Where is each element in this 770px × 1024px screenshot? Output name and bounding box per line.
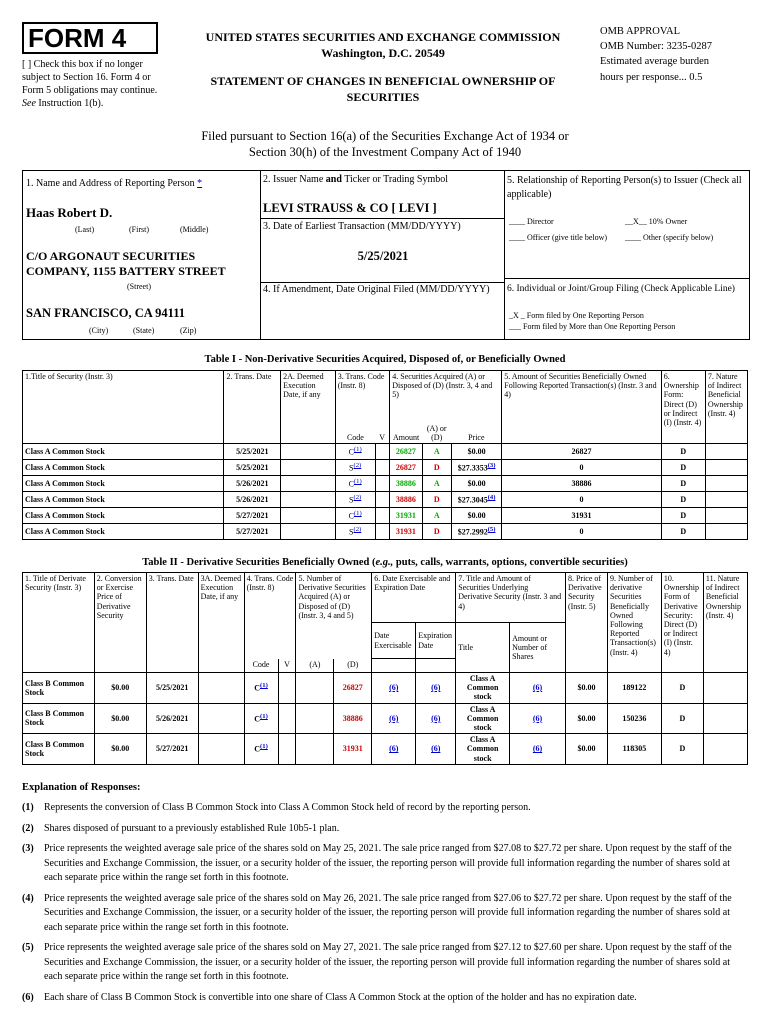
- city-state-zip: SAN FRANCISCO, CA 94111: [26, 306, 186, 320]
- footnote-text: Each share of Class B Common Stock is convertible into one share of Class A Common Stock at the option of the holder and has no expiration date.: [44, 991, 637, 1003]
- t2-cell-underlying-amount[interactable]: (6): [510, 703, 566, 734]
- footnote-number: (5): [22, 942, 34, 954]
- t2-sub-amount-shares: Amount or Number of Shares: [510, 623, 566, 673]
- t2-sub-v: V: [278, 659, 296, 673]
- t2-cell-date: 5/26/2021: [146, 703, 198, 734]
- t1-cell-title: Class A Common Stock: [23, 443, 224, 459]
- table-2-title-b: puts, calls, warrants, options, convertible securities): [393, 557, 628, 568]
- t2-header-code: 4. Trans. Code (Instr. 8): [244, 573, 296, 623]
- street-label: (Street): [127, 282, 151, 291]
- table-2-title: [22, 557, 748, 568]
- t2-cell-form: D: [661, 734, 703, 765]
- t2-header-underlying: 7. Title and Amount of Securities Underlying Derivative Security (Instr. 3 and 4): [456, 573, 566, 623]
- t2-cell-a: [296, 673, 334, 704]
- t2-cell-expiration[interactable]: (6): [416, 673, 456, 704]
- t2-cell-owned: 150236: [607, 703, 661, 734]
- t2-code-value: C: [254, 714, 261, 724]
- t1-cell-v: [375, 459, 390, 475]
- table-2-title-a: Table II - Derivative Securities Beneficially Owned (: [142, 557, 376, 568]
- t2-cell-v: [278, 703, 296, 734]
- t2-header-exercisable: 6. Date Exercisable and Expiration Date: [372, 573, 456, 623]
- t2-sub-date-exercisable: Date Exercisable: [372, 623, 416, 659]
- city-label: (City): [89, 326, 109, 335]
- filed-line-2: Section 30(h) of the Investment Company Act of 1940: [248, 145, 522, 160]
- t1-price-value: $0.00: [467, 446, 486, 456]
- t1-cell-nature: [705, 475, 747, 491]
- t1-sub-amount: Amount: [390, 423, 422, 444]
- zip-label: (Zip): [180, 326, 197, 335]
- reporting-person-grid: [22, 170, 750, 340]
- t2-cell-underlying-title: Class A Common stock: [456, 703, 510, 734]
- reporting-person-name: Haas Robert D.: [26, 205, 113, 220]
- footnote-link[interactable]: (1): [353, 477, 362, 485]
- first-label: (First): [129, 225, 149, 234]
- t1-cell-title: Class A Common Stock: [23, 491, 224, 507]
- t2-cell-d: 38886: [334, 703, 372, 734]
- t2-cell-v: [278, 734, 296, 765]
- table-row: [23, 523, 748, 539]
- t2-cell-nature: [703, 673, 747, 704]
- t1-price-value: $27.3353: [457, 463, 488, 473]
- omb-approval-box: [600, 24, 760, 85]
- t2-cell-title: Class B Common Stock: [23, 734, 95, 765]
- t2-cell-price: $0.00: [565, 673, 607, 704]
- box-3-label: 3. Date of Earliest Transaction (MM/DD/YYYY): [263, 221, 461, 232]
- t1-code-value: C: [348, 447, 354, 457]
- box-5-label: 5. Relationship of Reporting Person(s) to Issuer (Check all applicable): [507, 175, 742, 200]
- t2-cell-nature: [703, 734, 747, 765]
- t1-cell-v: [375, 443, 390, 459]
- footnote-number: (6): [22, 991, 34, 1003]
- t1-cell-date: 5/25/2021: [224, 443, 281, 459]
- t1-cell-owned: 0: [502, 491, 662, 507]
- t2-cell-code: [244, 673, 278, 704]
- box-1-reporting-person: [23, 171, 261, 339]
- instruction-ref: Instruction 1(b).: [38, 98, 104, 109]
- t1-cell-owned: 0: [502, 459, 662, 475]
- box-1-label-text: 1. Name and Address of Reporting Person: [26, 178, 195, 189]
- footnote-text: Price represents the weighted average sale price of the shares sold on May 25, 2021. The sale price ranged from $27.08 to $27.72 per share. Upon request by the staff of the Securities and Exchange Commission, the issuer, or a security holder of the issuer, the reporting person will provide full information regarding the number of shares sold at each separate price within the range set forth in this footnote.: [44, 843, 732, 884]
- t1-cell-v: [375, 523, 390, 539]
- t2-header-nature: 11. Nature of Indirect Beneficial Ownership (Instr. 4): [703, 573, 747, 673]
- t1-cell-owned: 38886: [502, 475, 662, 491]
- t2-cell-d: 26827: [334, 673, 372, 704]
- t1-cell-owned: 31931: [502, 507, 662, 523]
- omb-line: hours per response... 0.5: [600, 71, 703, 83]
- t1-price-value: $0.00: [467, 478, 486, 488]
- t1-cell-price: [451, 443, 501, 459]
- t1-header-date: 2. Trans. Date: [224, 371, 281, 444]
- table-row: [23, 443, 748, 459]
- t1-cell-amount: 31931: [390, 507, 422, 523]
- t1-sub-v: V: [375, 423, 390, 444]
- t2-sub-code: Code: [244, 659, 278, 673]
- see-label: See: [22, 98, 36, 109]
- t1-cell-deemed: [281, 443, 336, 459]
- table-row: [23, 734, 748, 765]
- footnote-link[interactable]: (2): [353, 493, 362, 501]
- agency-location: Washington, D.C. 20549: [321, 45, 445, 60]
- t1-cell-v: [375, 475, 390, 491]
- t2-cell-underlying-amount[interactable]: (6): [510, 673, 566, 704]
- omb-line: Estimated average burden: [600, 56, 710, 68]
- filed-more-persons-option: ___ Form filed by More than One Reporting Person: [509, 322, 676, 331]
- filed-pursuant-text: [150, 128, 620, 161]
- t2-cell-date-exercisable[interactable]: (6): [372, 734, 416, 765]
- t1-cell-date: 5/26/2021: [224, 491, 281, 507]
- t2-cell-date-exercisable[interactable]: (6): [372, 703, 416, 734]
- t2-sub-a: (A): [296, 659, 334, 673]
- filed-line-1: Filed pursuant to Section 16(a) of the Securities Exchange Act of 1934 or: [201, 129, 569, 143]
- footnote-link[interactable]: (1): [260, 743, 268, 751]
- t1-sub-code: Code: [335, 423, 375, 444]
- t1-cell-a-or-d: D: [422, 459, 451, 475]
- t1-cell-price: [451, 523, 501, 539]
- t1-cell-code: [335, 443, 375, 459]
- t1-cell-amount: 26827: [390, 459, 422, 475]
- footnote-link[interactable]: (1): [353, 509, 362, 517]
- t1-cell-date: 5/26/2021: [224, 475, 281, 491]
- table-1-non-derivative: [22, 370, 748, 540]
- box-2-label-and: and: [325, 174, 342, 185]
- t1-sub-a-or-d: (A) or (D): [422, 423, 451, 444]
- explanation-of-responses: [22, 780, 748, 1005]
- t1-cell-form: D: [661, 475, 705, 491]
- t1-cell-date: 5/27/2021: [224, 523, 281, 539]
- other-option: ____ Other (specify below): [625, 233, 714, 242]
- t1-cell-amount: 31931: [390, 523, 422, 539]
- t2-cell-form: D: [661, 673, 703, 704]
- t2-cell-conversion: $0.00: [94, 673, 146, 704]
- t1-header-securities: 4. Securities Acquired (A) or Disposed of (D) (Instr. 3, 4 and 5): [390, 371, 502, 423]
- t1-header-title: 1.Title of Security (Instr. 3): [23, 371, 224, 444]
- footnote-link[interactable]: (1): [353, 445, 362, 453]
- t1-cell-deemed: [281, 523, 336, 539]
- footnote-item: [22, 991, 748, 1006]
- t2-cell-owned: 189122: [607, 673, 661, 704]
- table-row: [23, 491, 748, 507]
- t1-cell-a-or-d: A: [422, 443, 451, 459]
- footnote-item: [22, 941, 748, 985]
- t1-header-ownership-form: 6. Ownership Form: Direct (D) or Indirect (I) (Instr. 4): [661, 371, 705, 444]
- t2-cell-title: Class B Common Stock: [23, 673, 95, 704]
- footnote-text: Represents the conversion of Class B Common Stock into Class A Common Stock held of record by the reporting person.: [44, 802, 531, 814]
- table-1-title: Table I - Non-Derivative Securities Acquired, Disposed of, or Beneficially Owned: [204, 354, 566, 365]
- footnote-item: [22, 892, 748, 936]
- t2-cell-deemed: [198, 703, 244, 734]
- t2-cell-underlying-title: Class A Common stock: [456, 673, 510, 704]
- t1-cell-title: Class A Common Stock: [23, 459, 224, 475]
- t2-cell-code: [244, 734, 278, 765]
- t1-cell-price: [451, 507, 501, 523]
- t2-cell-deemed: [198, 673, 244, 704]
- t2-cell-conversion: $0.00: [94, 703, 146, 734]
- t2-code-value: C: [254, 745, 261, 755]
- t2-cell-price: $0.00: [565, 734, 607, 765]
- t2-header-conversion: 2. Conversion or Exercise Price of Derivative Security: [94, 573, 146, 673]
- box-2-issuer: [261, 171, 505, 219]
- form-title: FORM 4: [22, 22, 158, 54]
- t2-header-price: 8. Price of Derivative Security (Instr. 5): [565, 573, 607, 673]
- table-row: [23, 459, 748, 475]
- t2-cell-a: [296, 703, 334, 734]
- box-1-label: [26, 178, 202, 189]
- t1-header-deemed: 2A. Deemed Execution Date, if any: [281, 371, 336, 444]
- table-row: [23, 507, 748, 523]
- box-2-label: [263, 174, 448, 185]
- t2-header-number: 5. Number of Derivative Securities Acquired (A) or Disposed of (D) (Instr. 3, 4 and 5): [296, 573, 372, 623]
- issuer-name: LEVI STRAUSS & CO [ LEVI ]: [263, 201, 437, 215]
- state-label: (State): [133, 326, 155, 335]
- t1-cell-a-or-d: A: [422, 507, 451, 523]
- t1-cell-code: [335, 491, 375, 507]
- issuer-column: [261, 171, 505, 339]
- t1-cell-code: [335, 459, 375, 475]
- t1-cell-title: Class A Common Stock: [23, 475, 224, 491]
- t2-cell-a: [296, 734, 334, 765]
- t1-cell-amount: 38886: [390, 475, 422, 491]
- t2-cell-form: D: [661, 703, 703, 734]
- t1-cell-nature: [705, 507, 747, 523]
- t1-header-amount-owned: 5. Amount of Securities Beneficially Owned Following Reported Transaction(s) (Instr. 3 and 4): [502, 371, 662, 444]
- t2-cell-owned: 118305: [607, 734, 661, 765]
- t2-cell-underlying-amount[interactable]: (6): [510, 734, 566, 765]
- footnote-link[interactable]: (2): [353, 525, 362, 533]
- table-row: [23, 703, 748, 734]
- no-longer-subject-checkbox-text: [22, 58, 170, 110]
- box-5-relationship: [505, 171, 749, 279]
- t1-header-nature: 7. Nature of Indirect Beneficial Ownership (Instr. 4): [705, 371, 747, 444]
- t1-cell-deemed: [281, 507, 336, 523]
- t1-price-value: $0.00: [467, 510, 486, 520]
- footnote-link[interactable]: (4): [487, 493, 496, 501]
- t1-cell-nature: [705, 523, 747, 539]
- t1-cell-amount: 38886: [390, 491, 422, 507]
- director-option: ____ Director: [509, 217, 554, 226]
- statement-title: STATEMENT OF CHANGES IN BENEFICIAL OWNERSHIP OF SECURITIES: [210, 74, 556, 104]
- box-4-label: 4. If Amendment, Date Original Filed (MM/DD/YYYY): [263, 284, 490, 295]
- t2-header-date: 3. Trans. Date: [146, 573, 198, 673]
- t1-cell-code: [335, 507, 375, 523]
- t2-cell-title: Class B Common Stock: [23, 703, 95, 734]
- t2-cell-deemed: [198, 734, 244, 765]
- t1-cell-date: 5/25/2021: [224, 459, 281, 475]
- t1-cell-a-or-d: A: [422, 475, 451, 491]
- t1-cell-deemed: [281, 475, 336, 491]
- footnote-number: (4): [22, 892, 34, 904]
- t1-cell-a-or-d: D: [422, 523, 451, 539]
- last-label: (Last): [75, 225, 95, 234]
- t2-cell-date: 5/25/2021: [146, 673, 198, 704]
- t1-sub-price: Price: [451, 423, 501, 444]
- table-2-derivative: [22, 572, 748, 765]
- t1-cell-date: 5/27/2021: [224, 507, 281, 523]
- t2-header-deemed: 3A. Deemed Execution Date, if any: [198, 573, 244, 673]
- t1-cell-amount: 26827: [390, 443, 422, 459]
- officer-option: ____ Officer (give title below): [509, 233, 608, 242]
- box-2-label-b: Ticker or Trading Symbol: [344, 174, 449, 185]
- relationship-column: [505, 171, 749, 339]
- t2-sub-expiration: Expiration Date: [416, 623, 456, 659]
- footnote-link[interactable]: (1): [260, 712, 268, 720]
- t1-cell-nature: [705, 443, 747, 459]
- t1-cell-form: D: [661, 491, 705, 507]
- agency-name: UNITED STATES SECURITIES AND EXCHANGE COMMISSION: [205, 30, 561, 44]
- t1-header-code: 3. Trans. Code (Instr. 8): [335, 371, 390, 423]
- t1-price-value: $27.3045: [457, 495, 488, 505]
- t1-code-value: C: [348, 511, 354, 521]
- box-3-earliest-date: [261, 219, 505, 283]
- footnote-number: (2): [22, 822, 34, 834]
- t1-cell-owned: 0: [502, 523, 662, 539]
- t2-code-value: C: [254, 684, 261, 694]
- footnote-link[interactable]: (3): [487, 461, 496, 469]
- box-2-label-a: 2. Issuer Name: [263, 174, 324, 185]
- box-1-star-link[interactable]: *: [197, 178, 203, 189]
- t2-cell-expiration[interactable]: (6): [416, 734, 456, 765]
- t1-code-value: C: [348, 479, 354, 489]
- t2-header-owned: 9. Number of derivative Securities Beneficially Owned Following Reported Transaction(s) (Instr. 4): [607, 573, 661, 673]
- checkbox-label: [ ] Check this box if no longer subject to Section 16. Form 4 or Form 5 obligations may continue.: [22, 59, 158, 96]
- t2-sub-title: Title: [456, 623, 510, 673]
- footnote-text: Shares disposed of pursuant to a previously established Rule 10b5-1 plan.: [44, 822, 340, 834]
- t1-cell-form: D: [661, 443, 705, 459]
- t2-cell-conversion: $0.00: [94, 734, 146, 765]
- table-row: [23, 475, 748, 491]
- t1-cell-deemed: [281, 459, 336, 475]
- t2-cell-date-exercisable[interactable]: (6): [372, 673, 416, 704]
- t1-cell-price: [451, 475, 501, 491]
- footnote-link[interactable]: (1): [260, 682, 268, 690]
- t1-cell-v: [375, 491, 390, 507]
- t1-cell-nature: [705, 491, 747, 507]
- footnote-number: (3): [22, 843, 34, 855]
- footnote-item: [22, 822, 748, 837]
- t2-sub-d: (D): [334, 659, 372, 673]
- t2-cell-code: [244, 703, 278, 734]
- t1-cell-price: [451, 491, 501, 507]
- t1-code-value: S: [349, 463, 354, 473]
- agency-heading: [178, 30, 588, 61]
- t2-cell-expiration[interactable]: (6): [416, 703, 456, 734]
- t1-cell-owned: 26827: [502, 443, 662, 459]
- footnote-link[interactable]: (5): [487, 525, 496, 533]
- footnote-link[interactable]: (2): [353, 461, 362, 469]
- footnote-item: [22, 842, 748, 886]
- t1-cell-a-or-d: D: [422, 491, 451, 507]
- t1-code-value: S: [349, 527, 354, 537]
- box-6-label: 6. Individual or Joint/Group Filing (Check Applicable Line): [507, 284, 735, 294]
- earliest-transaction-date: 5/25/2021: [357, 249, 409, 263]
- table-2-title-eg: e.g.,: [375, 557, 394, 568]
- ten-percent-owner-option: __X__ 10% Owner: [625, 217, 688, 226]
- t1-cell-price: [451, 459, 501, 475]
- t2-cell-v: [278, 673, 296, 704]
- t1-cell-deemed: [281, 491, 336, 507]
- t1-cell-v: [375, 507, 390, 523]
- t1-price-value: $27.2992: [457, 527, 488, 537]
- t1-cell-title: Class A Common Stock: [23, 523, 224, 539]
- table-row: [23, 673, 748, 704]
- t2-cell-d: 31931: [334, 734, 372, 765]
- omb-line: OMB Number: 3235-0287: [600, 41, 712, 53]
- footnote-number: (1): [22, 802, 34, 814]
- omb-line: OMB APPROVAL: [600, 26, 681, 37]
- explanation-heading: Explanation of Responses:: [22, 782, 141, 793]
- t1-code-value: S: [349, 495, 354, 505]
- t1-cell-code: [335, 475, 375, 491]
- t2-cell-underlying-title: Class A Common stock: [456, 734, 510, 765]
- t2-cell-price: $0.00: [565, 703, 607, 734]
- middle-label: (Middle): [180, 225, 209, 234]
- filed-one-person-option: _X _ Form filed by One Reporting Person: [509, 311, 644, 320]
- t1-cell-code: [335, 523, 375, 539]
- t1-cell-form: D: [661, 523, 705, 539]
- t1-cell-nature: [705, 459, 747, 475]
- footnote-item: [22, 801, 748, 816]
- footnote-text: Price represents the weighted average sale price of the shares sold on May 26, 2021. The sale price ranged from $27.06 to $27.72 per share. Upon request by the staff of the Securities and Exchange Commission, the issuer, or a security holder of the issuer, the reporting person will provide full information regarding the number of shares sold at each separate price within the range set forth in this footnote.: [44, 892, 732, 933]
- t2-cell-date: 5/27/2021: [146, 734, 198, 765]
- t1-cell-title: Class A Common Stock: [23, 507, 224, 523]
- footnote-text: Price represents the weighted average sale price of the shares sold on May 27, 2021. The sale price ranged from $27.12 to $27.60 per share. Upon request by the staff of the Securities and Exchange Commission, the issuer, or a security holder of the issuer, the reporting person will provide full information regarding the number of shares sold at each separate price within the range set forth in this footnote.: [44, 942, 732, 983]
- t2-header-form: 10. Ownership Form of Derivative Security: Direct (D) or Indirect (I) (Instr. 4): [661, 573, 703, 673]
- street-address: C/O ARGONAUT SECURITIES COMPANY, 1155 BATTERY STREET: [26, 249, 226, 278]
- t2-header-title: 1. Title of Derivate Security (Instr. 3): [23, 573, 95, 673]
- t2-cell-nature: [703, 703, 747, 734]
- t1-cell-form: D: [661, 507, 705, 523]
- t1-cell-form: D: [661, 459, 705, 475]
